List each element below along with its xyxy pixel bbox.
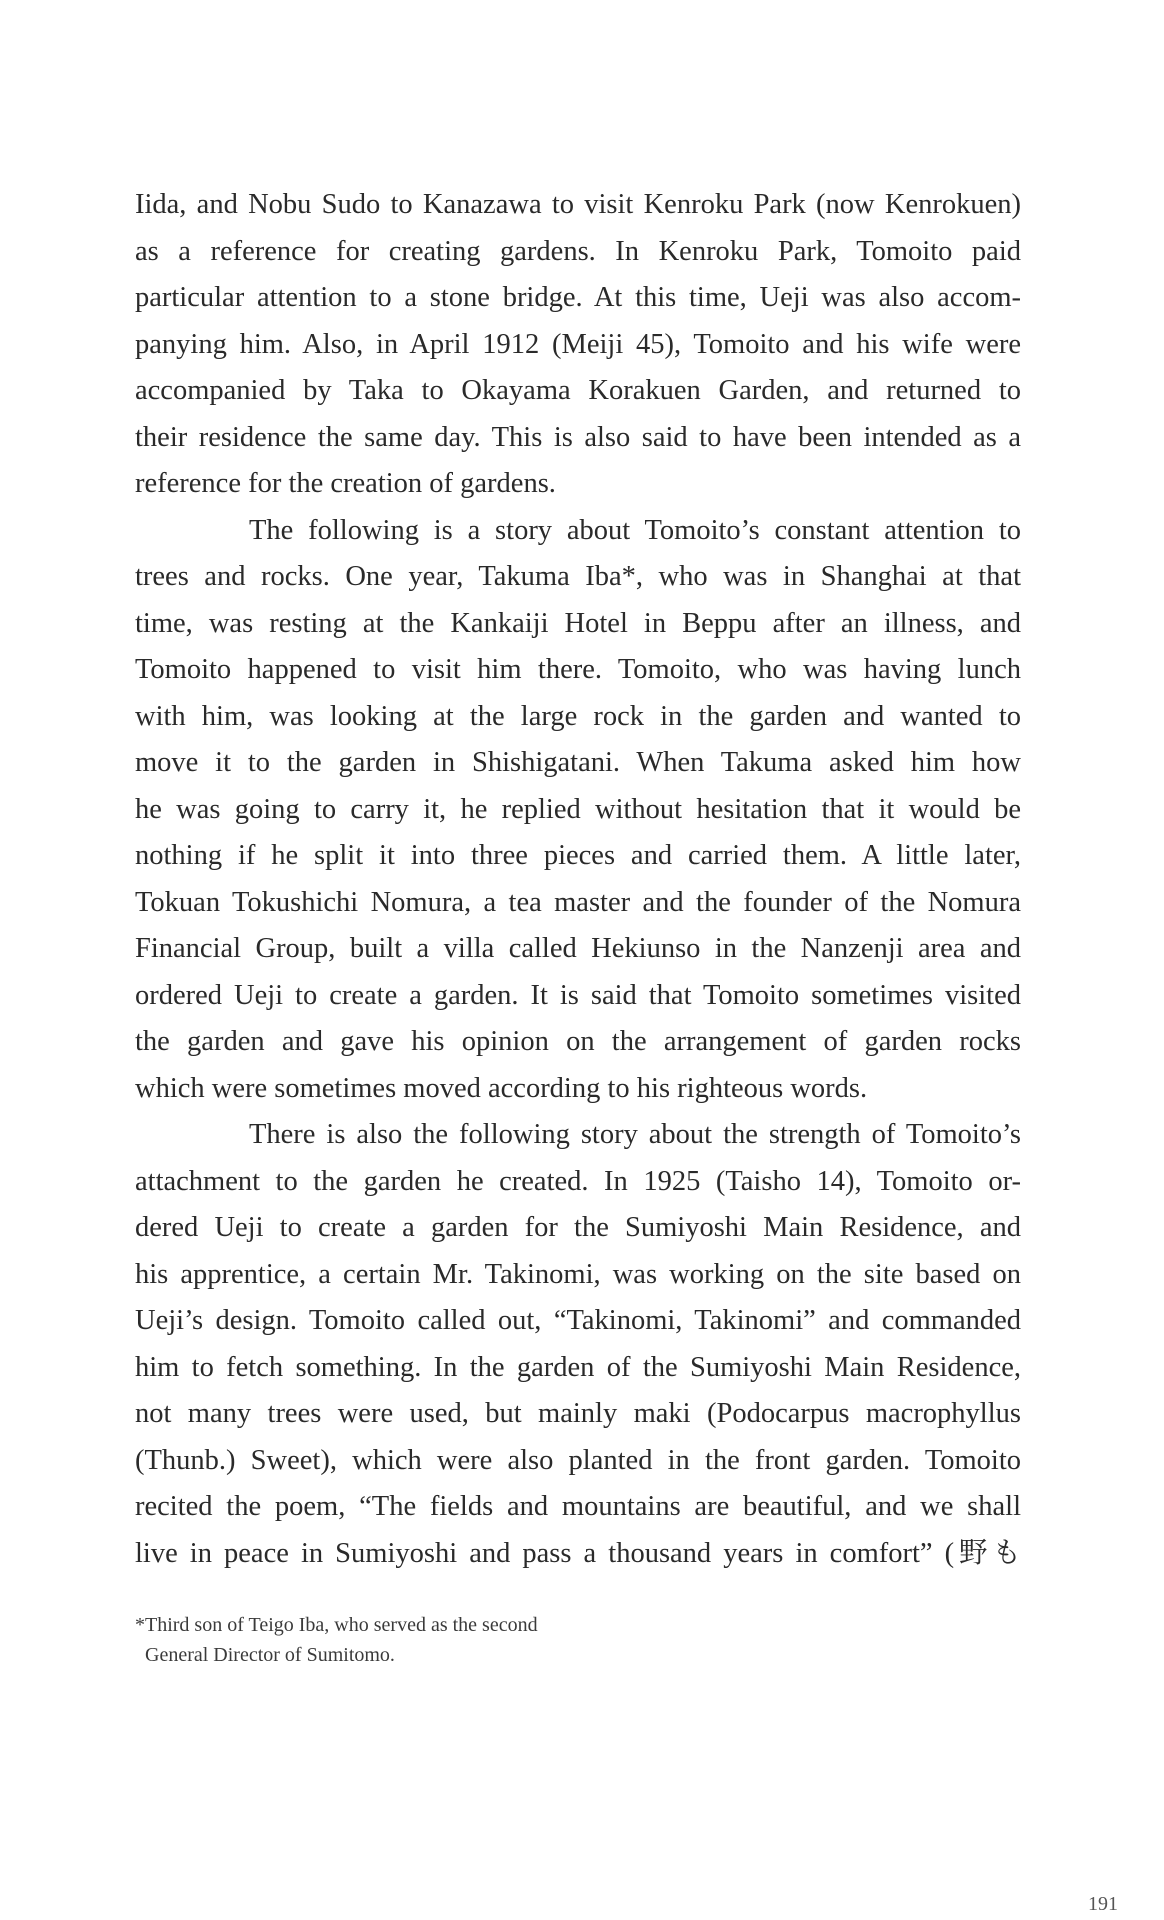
text-line: panying him. Also, in April 1912 (Meiji 45), Tomoito and his wife were [135, 328, 1021, 360]
text-line: the garden and gave his opinion on the arrangement of garden rocks [135, 1026, 1021, 1057]
text-line: which were sometimes moved according to his righteous words. [135, 1072, 868, 1104]
text-line: accompanied by Taka to Okayama Korakuen Garden, and returned to [135, 375, 1021, 406]
text-line: Tokuan Tokushichi Nomura, a tea master and the founder of the Nomura [135, 886, 1021, 918]
text-line: Tomoito happened to visit him there. Tomoito, who was having lunch [135, 654, 1021, 685]
page-number: 191 [1088, 1893, 1118, 1915]
text-line: The following is a story about Tomoito’s constant attention to [249, 514, 1021, 546]
text-line: attachment to the garden he created. In 1925 (Taisho 14), Tomoito or- [135, 1165, 1021, 1197]
text-line: dered Ueji to create a garden for the Sumiyoshi Main Residence, and [135, 1212, 1021, 1243]
text-line: move it to the garden in Shishigatani. When Takuma asked him how [135, 747, 1021, 778]
text-line: There is also the following story about the strength of Tomoito’s [249, 1119, 1021, 1150]
text-line: him to fetch something. In the garden of the Sumiyoshi Main Residence, [135, 1351, 1021, 1383]
text-line: trees and rocks. One year, Takuma Iba*, who was in Shanghai at that [135, 561, 1021, 592]
text-line: their residence the same day. This is also said to have been intended as a [135, 421, 1021, 453]
text-line: reference for the creation of gardens. [135, 468, 556, 499]
text-line: Iida, and Nobu Sudo to Kanazawa to visit Kenroku Park (now Kenrokuen) [135, 189, 1021, 220]
text-line: Financial Group, built a villa called Hekiunso in the Nanzenji area and [135, 933, 1021, 964]
footnote-line: *Third son of Teigo Iba, who served as the second [135, 1614, 538, 1636]
footnote [135, 1610, 735, 1670]
text-line: his apprentice, a certain Mr. Takinomi, was working on the site based on [135, 1258, 1021, 1290]
text-line: he was going to carry it, he replied without hesitation that it would be [135, 793, 1021, 825]
body-text [135, 182, 1021, 1577]
text-line: live in peace in Sumiyoshi and pass a thousand years in comfort” (野も [135, 1537, 1021, 1569]
text-line: recited the poem, “The fields and mountains are beautiful, and we shall [135, 1491, 1021, 1522]
text-line: with him, was looking at the large rock in the garden and wanted to [135, 700, 1021, 732]
text-line: not many trees were used, but mainly maki (Podocarpus macrophyllus [135, 1398, 1021, 1429]
text-line: time, was resting at the Kankaiji Hotel in Beppu after an illness, and [135, 607, 1021, 639]
footnote-line: General Director of Sumitomo. [145, 1644, 395, 1666]
text-line: Ueji’s design. Tomoito called out, “Takinomi, Takinomi” and commanded [135, 1305, 1021, 1336]
text-line: particular attention to a stone bridge. At this time, Ueji was also accom- [135, 282, 1021, 313]
text-line: as a reference for creating gardens. In Kenroku Park, Tomoito paid [135, 235, 1021, 267]
text-line: ordered Ueji to create a garden. It is said that Tomoito sometimes visited [135, 979, 1021, 1011]
text-line: nothing if he split it into three pieces and carried them. A little later, [135, 840, 1021, 871]
text-line: (Thunb.) Sweet), which were also planted in the front garden. Tomoito [135, 1444, 1021, 1476]
